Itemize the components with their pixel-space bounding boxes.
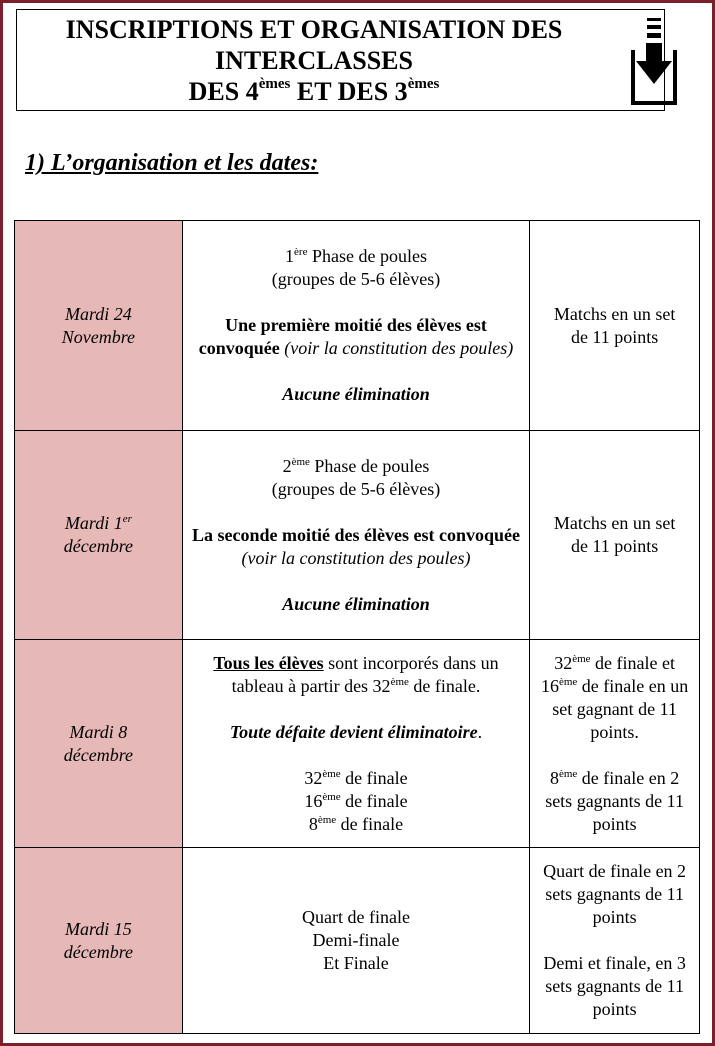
date-text: Mardi 1 bbox=[64, 513, 123, 533]
convocation-text bbox=[189, 524, 523, 570]
match-format-cell bbox=[530, 431, 700, 640]
date-cell bbox=[15, 640, 183, 848]
date-line: décembre bbox=[63, 744, 134, 765]
match-line: Matchs en un set bbox=[553, 303, 676, 324]
convocation-text bbox=[189, 314, 523, 360]
round-number: 16 bbox=[304, 790, 323, 811]
match-line: de 11 points bbox=[570, 326, 659, 347]
match-number: 32 bbox=[554, 652, 573, 673]
round-text: de finale bbox=[340, 767, 408, 788]
groups-line: (groupes de 5-6 élèves) bbox=[271, 478, 441, 499]
round-line: Demi-finale bbox=[312, 930, 400, 950]
defeat-dot: . bbox=[477, 721, 483, 742]
date-cell bbox=[15, 848, 183, 1034]
date-cell bbox=[15, 221, 183, 431]
round-line bbox=[189, 790, 523, 813]
round-superscript: ème bbox=[317, 813, 337, 826]
description-cell bbox=[182, 848, 529, 1034]
date-line: décembre bbox=[63, 536, 134, 556]
round-text: de finale bbox=[340, 790, 408, 811]
table-row bbox=[15, 221, 700, 431]
match-line: de finale et bbox=[590, 652, 675, 673]
table-row bbox=[15, 640, 700, 848]
date-line bbox=[21, 512, 176, 535]
title-line-2: INTERCLASSES bbox=[215, 46, 413, 75]
date-line: Mardi 8 bbox=[69, 721, 128, 742]
title-superscript-2: èmes bbox=[407, 76, 440, 92]
match-line: Demi et finale, en 3 sets gagnants de 11 points bbox=[543, 953, 686, 1019]
phase-number: 2 bbox=[282, 455, 292, 476]
incorporation-text bbox=[189, 652, 523, 698]
match-superscript: ème bbox=[572, 652, 591, 665]
defeat-line bbox=[189, 721, 523, 744]
match-line: Matchs en un set bbox=[553, 513, 676, 533]
page-title bbox=[17, 14, 611, 107]
match-line: de finale en 2 sets gagnants de 11 points bbox=[545, 767, 684, 834]
convocation-bold: Une première moitié des élèves est convoquée bbox=[198, 315, 487, 358]
title-superscript-1: èmes bbox=[258, 76, 291, 92]
date-line: décembre bbox=[63, 941, 134, 962]
round-superscript: ème bbox=[322, 767, 341, 780]
title-line-3-part-b: ET DES 3 bbox=[290, 77, 408, 106]
table-row bbox=[15, 431, 700, 640]
phase-line bbox=[189, 455, 523, 478]
match-number: 8 bbox=[549, 767, 559, 788]
phase-text: Phase de poules bbox=[309, 455, 430, 476]
match-format-cell bbox=[530, 221, 700, 431]
date-line: Novembre bbox=[61, 326, 136, 347]
description-cell bbox=[182, 640, 529, 848]
table-row bbox=[15, 848, 700, 1034]
round-line bbox=[189, 813, 523, 836]
match-line: de finale en un set gagnant de 11 points. bbox=[552, 675, 689, 742]
all-students-text: Tous les élèves bbox=[213, 652, 324, 673]
match-text bbox=[536, 767, 693, 836]
title-line-3 bbox=[17, 76, 611, 107]
incorporated-end: de finale. bbox=[408, 675, 481, 696]
round-text: de finale bbox=[336, 813, 404, 834]
date-superscript: er bbox=[122, 513, 132, 525]
match-superscript: ème bbox=[558, 675, 578, 688]
round-superscript: ème bbox=[322, 790, 341, 803]
phase-text: Phase de poules bbox=[307, 246, 427, 266]
date-line: Mardi 24 bbox=[64, 303, 132, 324]
round-number: 8 bbox=[308, 813, 318, 834]
date-cell bbox=[15, 431, 183, 640]
groups-line: (groupes de 5-6 élèves) bbox=[271, 269, 441, 289]
match-line: Quart de finale en 2 sets gagnants de 11 points bbox=[543, 861, 687, 927]
incorporated-text: sont incorporés dans un tableau à partir des 32 bbox=[231, 652, 499, 696]
download-icon[interactable] bbox=[631, 16, 677, 106]
title-line-1: INSCRIPTIONS ET ORGANISATION DES bbox=[65, 15, 563, 44]
incorporated-superscript: ème bbox=[390, 675, 409, 688]
phase-number: 1 bbox=[285, 246, 295, 266]
round-line: Quart de finale bbox=[302, 907, 410, 927]
match-format-cell bbox=[530, 848, 700, 1034]
match-format-cell bbox=[530, 640, 700, 848]
phase-line bbox=[189, 245, 523, 268]
convocation-note: (voir la constitution des poules) bbox=[279, 338, 514, 358]
match-superscript: ème bbox=[558, 767, 578, 780]
defeat-text: Toute défaite devient éliminatoire bbox=[229, 721, 478, 742]
round-number: 32 bbox=[304, 767, 323, 788]
section-heading: 1) L’organisation et les dates: bbox=[25, 150, 319, 176]
title-line-3-part-a: DES 4 bbox=[188, 77, 259, 106]
convocation-bold: La seconde moitié des élèves est convoquée bbox=[192, 524, 520, 545]
match-number: 16 bbox=[540, 675, 559, 696]
title-box bbox=[16, 9, 665, 111]
date-line: Mardi 15 bbox=[64, 918, 132, 939]
match-line: de 11 points bbox=[570, 536, 659, 556]
elimination-text: Aucune élimination bbox=[282, 384, 430, 404]
description-cell bbox=[182, 221, 529, 431]
schedule-table bbox=[14, 220, 700, 1034]
convocation-note: (voir la constitution des poules) bbox=[241, 547, 471, 568]
match-text bbox=[536, 652, 693, 744]
phase-superscript: ère bbox=[294, 246, 308, 258]
description-cell bbox=[182, 431, 529, 640]
elimination-text: Aucune élimination bbox=[282, 593, 430, 614]
round-line: Et Finale bbox=[323, 953, 389, 973]
phase-superscript: ème bbox=[291, 455, 310, 468]
round-line bbox=[189, 767, 523, 790]
